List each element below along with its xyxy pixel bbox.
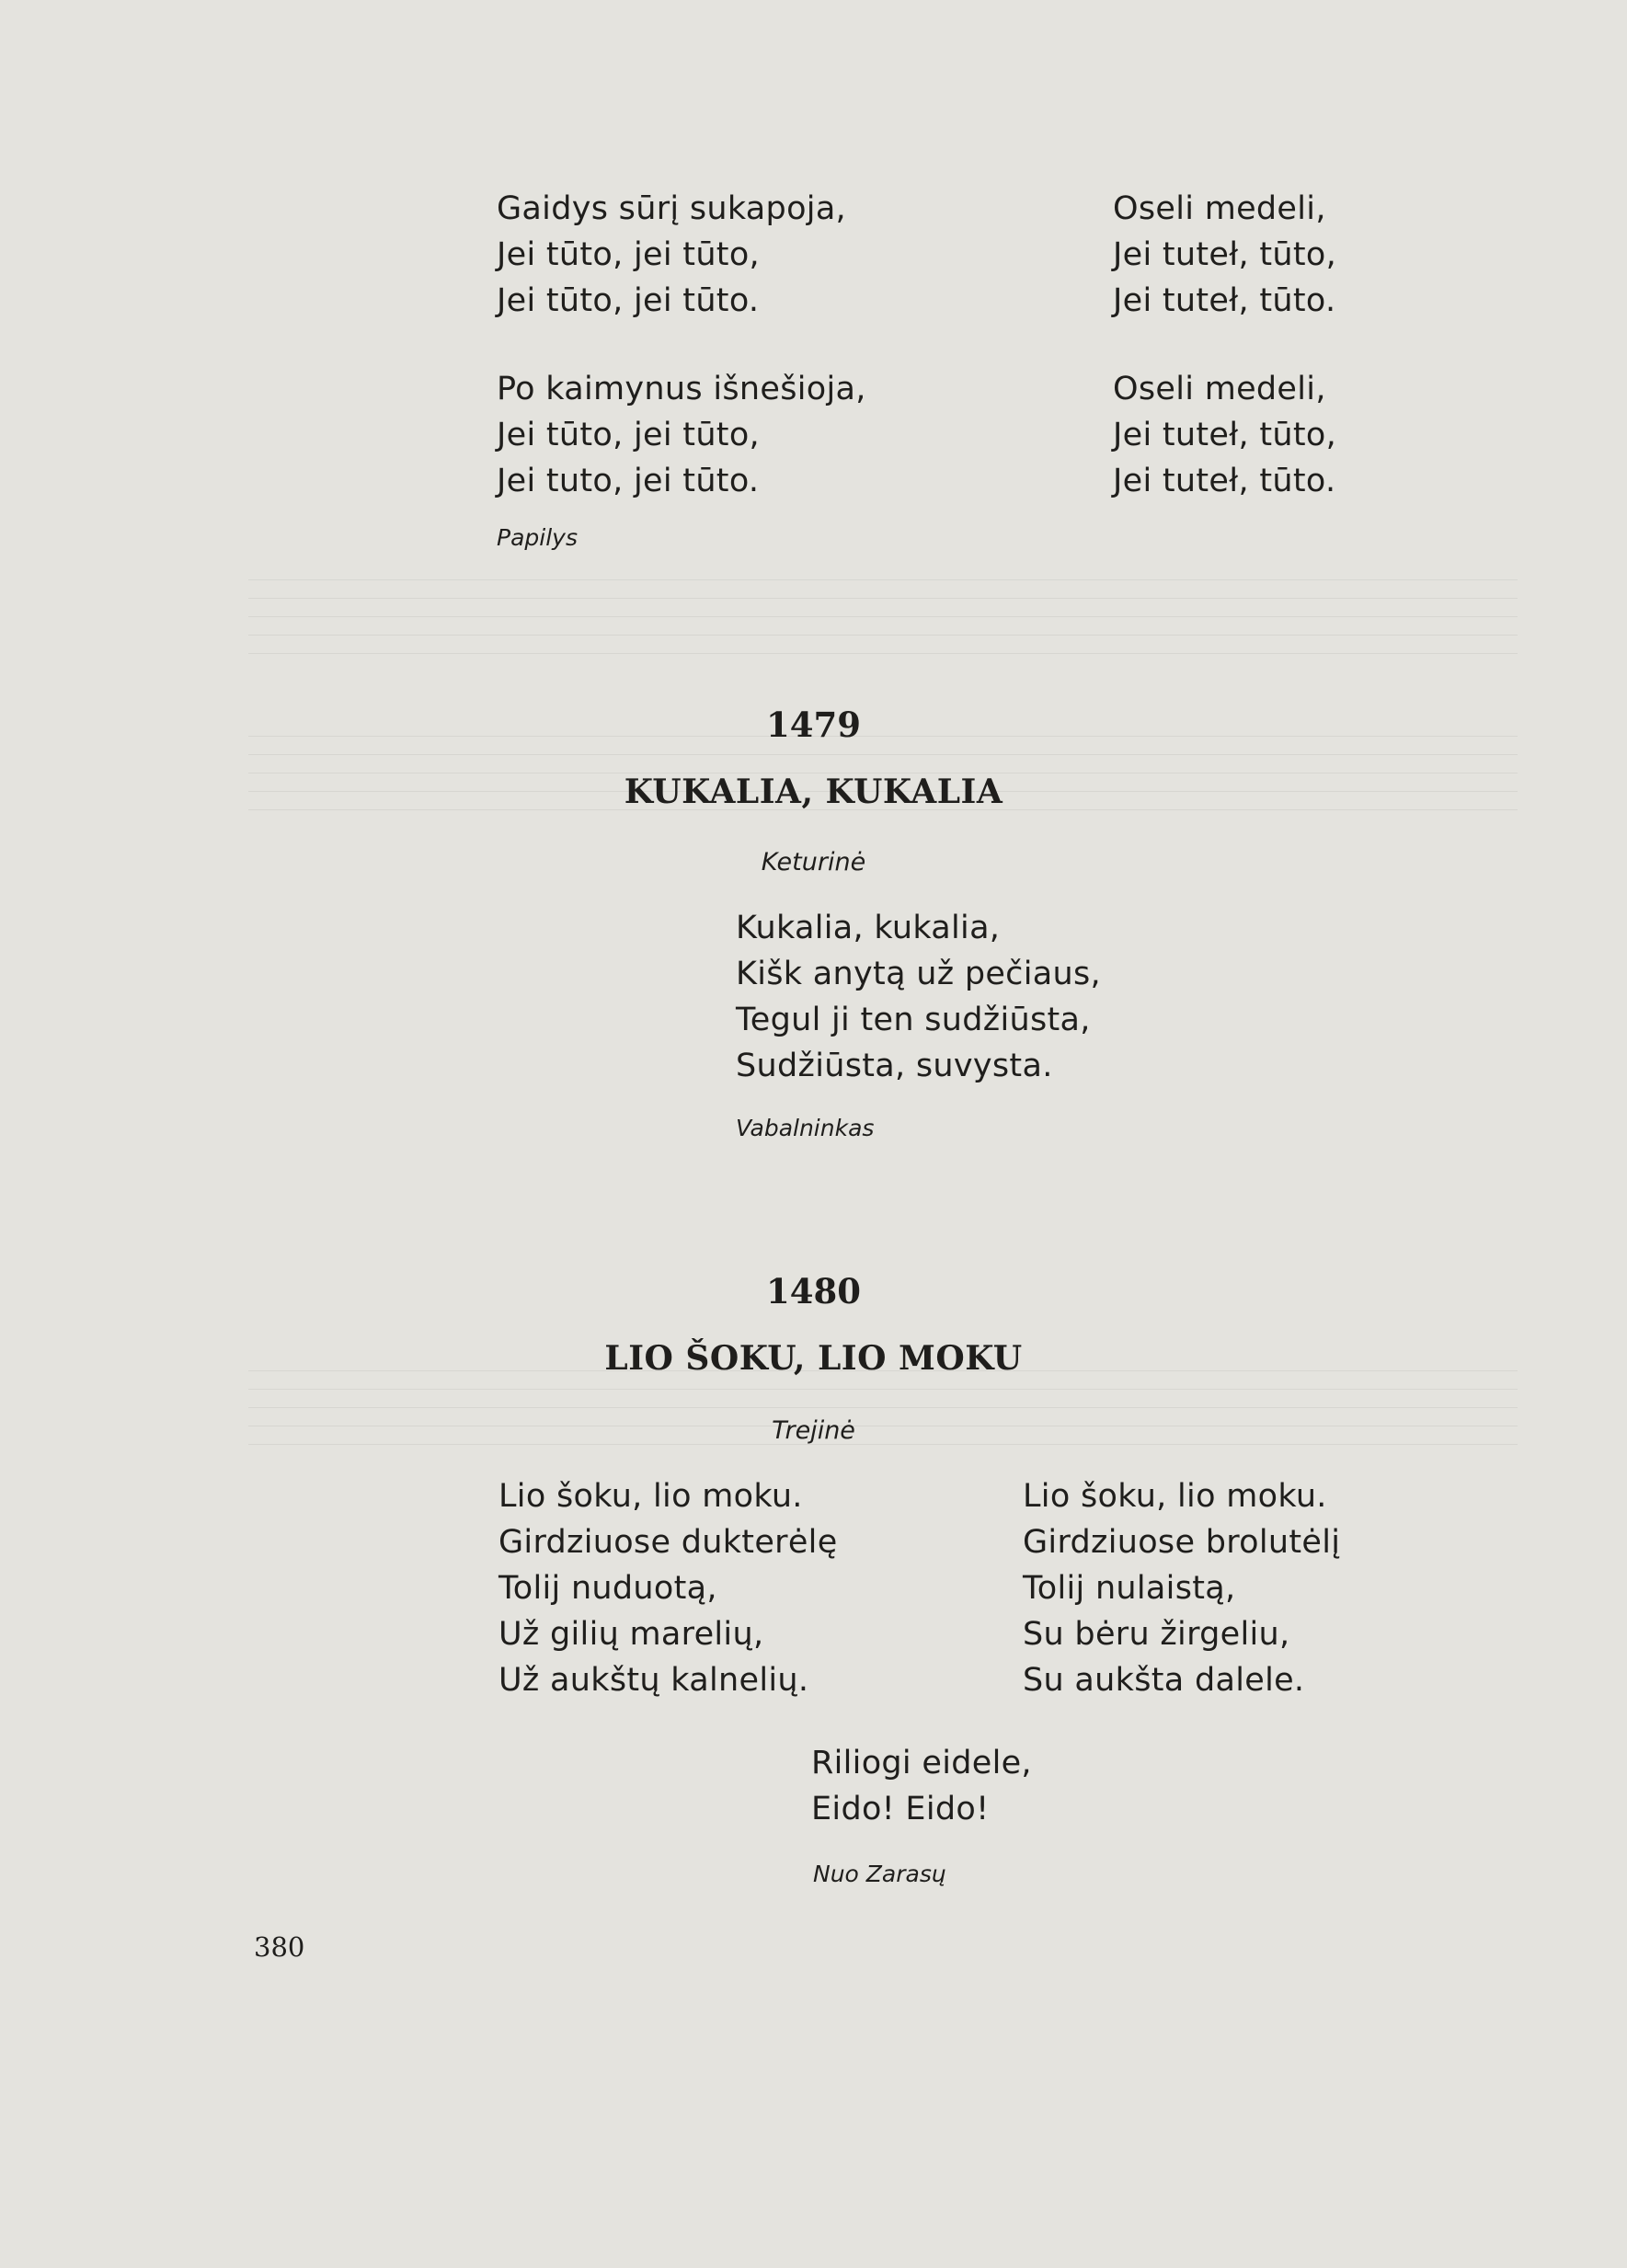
verse-line: Su bėru žirgeliu, xyxy=(1023,1616,1290,1653)
song-1479-place: Vabalninkas xyxy=(736,1115,875,1141)
verse-line: Girdziuose brolutėlį xyxy=(1023,1524,1341,1561)
verse-line: Su aukšta dalele. xyxy=(1023,1662,1305,1699)
verse-line: Kukalia, kukalia, xyxy=(736,910,1001,946)
verse-line: Jei tūto, jei tūto, xyxy=(497,236,760,273)
page-number: 380 xyxy=(254,1931,305,1963)
verse-line: Jei tuteł, tūto, xyxy=(1113,417,1337,453)
song-1480-title: LIO ŠOKU, LIO MOKU xyxy=(604,1339,1023,1378)
verse-line: Riliogi eidele, xyxy=(811,1745,1032,1781)
verse-line: Oseli medeli, xyxy=(1113,371,1326,407)
prev-right-stanza-2 xyxy=(1113,366,1336,504)
verse-line: Po kaimynus išnešioja, xyxy=(497,371,866,407)
verse-line: Lio šoku, lio moku. xyxy=(498,1478,803,1515)
verse-line: Jei tuteł, tūto. xyxy=(1113,463,1336,499)
verse-line: Jei tuteł, tūto. xyxy=(1113,282,1336,319)
verse-line: Tolij nuduotą, xyxy=(498,1570,717,1607)
verse-line: Jei tūto, jei tūto. xyxy=(497,282,760,319)
song-1480-left-stanza xyxy=(498,1473,838,1703)
verse-line: Lio šoku, lio moku. xyxy=(1023,1478,1327,1515)
verse-line: Už gilių marelių, xyxy=(498,1616,764,1653)
verse-line: Tolij nulaistą, xyxy=(1023,1570,1236,1607)
verse-line: Jei tuto, jei tūto. xyxy=(497,463,760,499)
verse-line: Tegul ji ten sudžiūsta, xyxy=(736,1002,1091,1038)
song-1480-place: Nuo Zarasų xyxy=(813,1861,946,1887)
verse-line: Eido! Eido! xyxy=(811,1791,990,1827)
prev-left-stanza-2 xyxy=(497,366,866,504)
song-1480-refrain xyxy=(811,1740,1032,1832)
verse-line: Jei tūto, jei tūto, xyxy=(497,417,760,453)
song-1479-number: 1479 xyxy=(766,704,861,745)
song-1479-stanza xyxy=(736,905,1101,1089)
prev-left-stanza-1 xyxy=(497,186,846,324)
verse-line: Kišk anytą už pečiaus, xyxy=(736,956,1101,992)
prev-right-stanza-1 xyxy=(1113,186,1336,324)
verse-line: Girdziuose dukterėlę xyxy=(498,1524,838,1561)
verse-line: Jei tuteł, tūto, xyxy=(1113,236,1337,273)
song-1479-genre: Keturinė xyxy=(761,848,866,876)
song-1480-number: 1480 xyxy=(766,1271,861,1312)
verse-line: Gaidys sūrį sukapoja, xyxy=(497,190,846,227)
song-1479-title: KUKALIA, KUKALIA xyxy=(624,773,1003,811)
prev-place: Papilys xyxy=(497,524,578,551)
song-1480-genre: Trejinė xyxy=(772,1416,855,1445)
verse-line: Sudžiūsta, suvysta. xyxy=(736,1048,1053,1084)
verse-line: Už aukštų kalnelių. xyxy=(498,1662,809,1699)
song-1480-right-stanza xyxy=(1023,1473,1340,1703)
verse-line: Oseli medeli, xyxy=(1113,190,1326,227)
